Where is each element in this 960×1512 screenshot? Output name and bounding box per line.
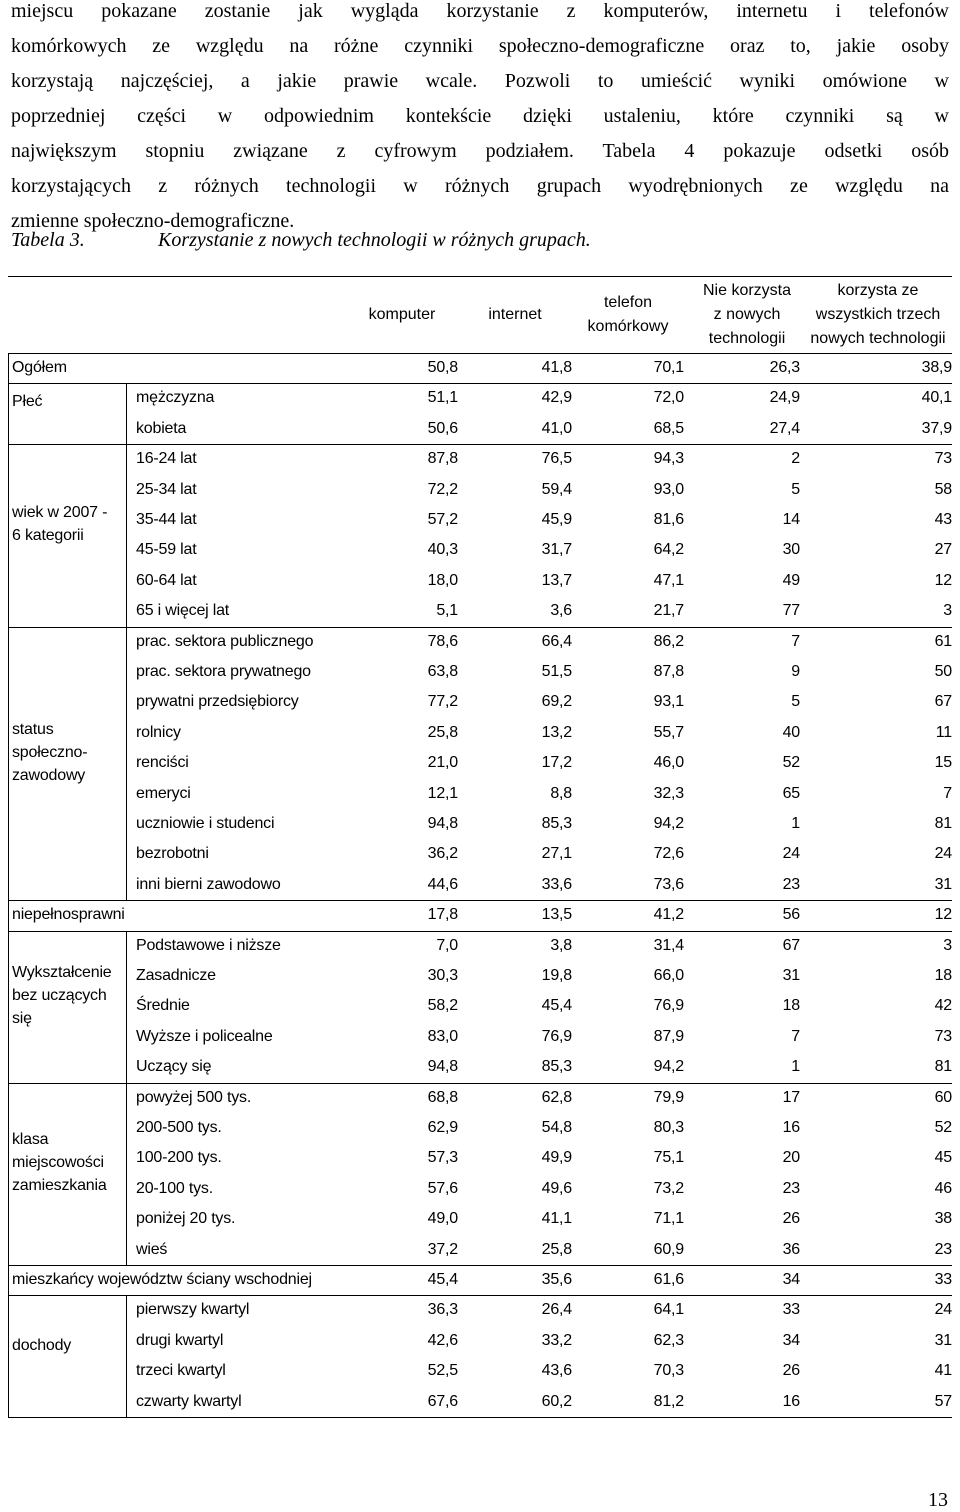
table-cell-value: 23 bbox=[782, 1179, 800, 1197]
table-rule bbox=[8, 931, 952, 932]
table-cell-value: 20 bbox=[782, 1149, 800, 1167]
table-cell-value: 24,9 bbox=[769, 389, 800, 407]
table-cell-value: 9 bbox=[791, 663, 800, 680]
table-cell-value: 3 bbox=[943, 602, 952, 620]
table-cell-value: 87,9 bbox=[653, 1027, 684, 1045]
row-label: bezrobotni bbox=[136, 845, 209, 863]
table-cell-value: 30 bbox=[782, 541, 800, 559]
table-cell-value: 94,8 bbox=[427, 1058, 458, 1076]
table-cell-value: 87,8 bbox=[653, 663, 684, 680]
group-divider-vertical bbox=[126, 627, 127, 901]
paragraph-line: korzystających z różnych technologii w różnych grupach wyodrębnionych ze względu na bbox=[11, 175, 949, 197]
table-cell-value: 66,0 bbox=[653, 967, 684, 984]
table-cell-value: 50,8 bbox=[427, 359, 458, 376]
table-cell-value: 72,2 bbox=[427, 480, 458, 498]
table-cell-value: 65 bbox=[782, 784, 800, 802]
row-label: poniżej 20 tys. bbox=[136, 1210, 236, 1228]
paragraph-line: komórkowych ze względu na różne czynniki społeczno-demograficzne oraz to, jakie osoby bbox=[11, 35, 949, 57]
table-cell-value: 13,2 bbox=[541, 723, 572, 741]
table-cell-value: 40,3 bbox=[427, 541, 458, 559]
group-label: się bbox=[12, 1010, 32, 1028]
table-cell-value: 40 bbox=[782, 723, 800, 741]
table-cell-value: 70,3 bbox=[653, 1362, 684, 1380]
group-divider-vertical bbox=[126, 383, 127, 444]
table-cell-value: 42,6 bbox=[427, 1331, 458, 1349]
table-cell-value: 23 bbox=[934, 1240, 952, 1258]
table-cell-value: 54,8 bbox=[541, 1119, 572, 1136]
table-cell-value: 64,2 bbox=[653, 541, 684, 559]
row-group-label: mieszkańcy województw ściany wschodniej bbox=[12, 1271, 312, 1288]
table-cell-value: 69,2 bbox=[541, 693, 572, 711]
table-cell-value: 63,8 bbox=[427, 663, 458, 680]
table-cell-value: 2 bbox=[791, 450, 800, 468]
table-cell-value: 78,6 bbox=[427, 632, 458, 650]
row-label: drugi kwartyl bbox=[136, 1331, 224, 1349]
group-label: dochody bbox=[12, 1336, 72, 1354]
table-cell-value: 73 bbox=[934, 1027, 952, 1045]
table-cell-value: 1 bbox=[791, 815, 800, 832]
table-cell-value: 41,2 bbox=[653, 906, 684, 924]
group-label: wiek w 2007 - bbox=[12, 504, 108, 522]
row-label: prac. sektora prywatnego bbox=[136, 663, 311, 680]
group-label: społeczno- bbox=[12, 743, 88, 761]
table-cell-value: 40,1 bbox=[921, 389, 952, 407]
table-cell-value: 16 bbox=[782, 1119, 800, 1136]
table-cell-value: 34 bbox=[782, 1331, 800, 1349]
group-divider-vertical bbox=[126, 1295, 127, 1417]
row-label: uczniowie i studenci bbox=[136, 815, 275, 832]
table-cell-value: 57,6 bbox=[427, 1179, 458, 1197]
table-cell-value: 5,1 bbox=[436, 602, 458, 620]
table-cell-value: 81 bbox=[934, 1058, 952, 1076]
table-cell-value: 50,6 bbox=[427, 419, 458, 437]
table-cell-value: 80,3 bbox=[653, 1119, 684, 1136]
intro-paragraph bbox=[11, 0, 949, 239]
table-cell-value: 3,8 bbox=[550, 936, 572, 954]
table-cell-value: 34 bbox=[782, 1271, 800, 1288]
table-cell-value: 51,5 bbox=[541, 663, 572, 680]
table-cell-value: 87,8 bbox=[427, 450, 458, 468]
table-cell-value: 79,9 bbox=[653, 1088, 684, 1106]
table-cell-value: 62,8 bbox=[541, 1088, 572, 1106]
table-rule bbox=[8, 353, 952, 354]
table-cell-value: 81,6 bbox=[653, 511, 684, 528]
table-cell-value: 5 bbox=[791, 693, 800, 711]
table-cell-value: 58 bbox=[934, 480, 952, 498]
row-label: Wyższe i policealne bbox=[136, 1027, 273, 1045]
table-cell-value: 57 bbox=[934, 1392, 952, 1410]
table-cell-value: 58,2 bbox=[427, 997, 458, 1015]
table-cell-value: 18,0 bbox=[427, 571, 458, 589]
row-label: pierwszy kwartyl bbox=[136, 1301, 250, 1319]
table-rule bbox=[8, 1417, 952, 1418]
table-cell-value: 18 bbox=[934, 967, 952, 984]
row-group-label: niepełnosprawni bbox=[12, 906, 125, 924]
table-cell-value: 83,0 bbox=[427, 1027, 458, 1045]
table-cell-value: 31,4 bbox=[653, 936, 684, 954]
row-label: czwarty kwartyl bbox=[136, 1392, 242, 1410]
group-divider-vertical bbox=[126, 444, 127, 626]
table-cell-value: 62,3 bbox=[653, 1331, 684, 1349]
table-cell-value: 42,9 bbox=[541, 389, 572, 407]
table-cell-value: 86,2 bbox=[653, 632, 684, 650]
table-cell-value: 27 bbox=[934, 541, 952, 559]
table-cell-value: 32,3 bbox=[653, 784, 684, 802]
table-cell-value: 24 bbox=[934, 1301, 952, 1319]
table-cell-value: 49 bbox=[782, 571, 800, 589]
column-header: korzysta ze bbox=[837, 281, 919, 299]
table-rule bbox=[8, 1265, 952, 1266]
table-cell-value: 52,5 bbox=[427, 1362, 458, 1380]
row-label: Uczący się bbox=[136, 1058, 212, 1076]
group-divider-vertical bbox=[126, 1083, 127, 1265]
table-cell-value: 60,9 bbox=[653, 1240, 684, 1258]
table-cell-value: 19,8 bbox=[541, 967, 572, 984]
table-cell-value: 17,2 bbox=[541, 754, 572, 772]
group-label: Wykształcenie bbox=[12, 964, 112, 982]
row-label: Podstawowe i niższe bbox=[136, 936, 281, 954]
table-cell-value: 61 bbox=[934, 632, 952, 650]
table-cell-value: 77 bbox=[782, 602, 800, 620]
table-cell-value: 52 bbox=[934, 1119, 952, 1136]
table-cell-value: 93,1 bbox=[653, 693, 684, 711]
table-cell-value: 70,1 bbox=[653, 359, 684, 376]
table-cell-value: 49,9 bbox=[541, 1149, 572, 1167]
column-header: wszystkich trzech bbox=[815, 305, 941, 323]
table-cell-value: 16 bbox=[782, 1392, 800, 1410]
group-label: zawodowy bbox=[12, 766, 86, 784]
table-rule bbox=[8, 1295, 952, 1296]
table-cell-value: 7,0 bbox=[436, 936, 458, 954]
table-cell-value: 71,1 bbox=[653, 1210, 684, 1228]
table-cell-value: 47,1 bbox=[653, 571, 684, 589]
table-cell-value: 64,1 bbox=[653, 1301, 684, 1319]
table-cell-value: 1 bbox=[791, 1058, 800, 1076]
table-cell-value: 37,2 bbox=[427, 1240, 458, 1258]
table-cell-value: 49,6 bbox=[541, 1179, 572, 1197]
table-cell-value: 73,2 bbox=[653, 1179, 684, 1197]
table-cell-value: 46,0 bbox=[653, 754, 684, 772]
table-rule bbox=[8, 383, 952, 384]
table-cell-value: 85,3 bbox=[541, 815, 572, 832]
table-rule bbox=[8, 900, 952, 901]
table-cell-value: 38,9 bbox=[921, 359, 952, 376]
table-cell-value: 81 bbox=[934, 815, 952, 832]
table-cell-value: 76,9 bbox=[653, 997, 684, 1015]
table-cell-value: 45,9 bbox=[541, 511, 572, 528]
row-label: prywatni przedsiębiorcy bbox=[136, 693, 299, 711]
row-label: kobieta bbox=[136, 419, 187, 437]
table-cell-value: 45 bbox=[934, 1149, 952, 1167]
group-label: miejscowości bbox=[12, 1154, 104, 1172]
table-cell-value: 26 bbox=[782, 1362, 800, 1380]
table-cell-value: 24 bbox=[934, 845, 952, 863]
table-cell-value: 41,8 bbox=[541, 359, 572, 376]
column-header: komórkowy bbox=[587, 317, 669, 335]
table-cell-value: 7 bbox=[791, 632, 800, 650]
table-cell-value: 73,6 bbox=[653, 875, 684, 893]
table-cell-value: 51,1 bbox=[427, 389, 458, 407]
paragraph-line: poprzedniej części w odpowiednim kontekście dzięki ustaleniu, które czynniki są w bbox=[11, 105, 949, 127]
table-cell-value: 17,8 bbox=[427, 906, 458, 924]
paragraph-line: największym stopniu związane z cyfrowym podziałem. Tabela 4 pokazuje odsetki osób bbox=[11, 140, 949, 162]
table-cell-value: 41,1 bbox=[541, 1210, 572, 1228]
table-cell-value: 42 bbox=[934, 997, 952, 1015]
table-cell-value: 73 bbox=[934, 450, 952, 468]
page-number: 13 bbox=[928, 1489, 948, 1511]
row-label: prac. sektora publicznego bbox=[136, 632, 314, 650]
table-cell-value: 37,9 bbox=[921, 419, 952, 437]
column-header: z nowych bbox=[713, 305, 781, 323]
row-label: renciści bbox=[136, 754, 189, 772]
data-table bbox=[8, 276, 952, 1429]
table-cell-value: 49,0 bbox=[427, 1210, 458, 1228]
table-cell-value: 17 bbox=[782, 1088, 800, 1106]
table-cell-value: 56 bbox=[782, 906, 800, 924]
table-cell-value: 43 bbox=[934, 511, 952, 528]
table-cell-value: 33 bbox=[782, 1301, 800, 1319]
table-cell-value: 94,2 bbox=[653, 1058, 684, 1076]
table-cell-value: 60 bbox=[934, 1088, 952, 1106]
table-cell-value: 7 bbox=[943, 784, 952, 802]
row-label: 16-24 lat bbox=[136, 450, 197, 468]
table-cell-value: 68,8 bbox=[427, 1088, 458, 1106]
row-label: powyżej 500 tys. bbox=[136, 1088, 252, 1106]
table-cell-value: 25,8 bbox=[541, 1240, 572, 1258]
table-cell-value: 35,6 bbox=[541, 1271, 572, 1288]
column-header: komputer bbox=[368, 305, 436, 323]
table-cell-value: 31 bbox=[782, 967, 800, 984]
group-label: klasa bbox=[12, 1131, 49, 1149]
table-caption-number: Tabela 3. bbox=[11, 229, 85, 251]
row-label: 35-44 lat bbox=[136, 511, 197, 528]
paragraph-line: zmienne społeczno-demograficzne. bbox=[11, 210, 295, 232]
table-cell-value: 30,3 bbox=[427, 967, 458, 984]
table-cell-value: 72,6 bbox=[653, 845, 684, 863]
table-cell-value: 76,9 bbox=[541, 1027, 572, 1045]
table-cell-value: 38 bbox=[934, 1210, 952, 1228]
table-cell-value: 41 bbox=[934, 1362, 952, 1380]
table-cell-value: 3,6 bbox=[550, 602, 572, 620]
table-cell-value: 31 bbox=[934, 1331, 952, 1349]
row-label: 200-500 tys. bbox=[136, 1119, 222, 1136]
table-cell-value: 68,5 bbox=[653, 419, 684, 437]
table-cell-value: 31 bbox=[934, 875, 952, 893]
table-cell-value: 7 bbox=[791, 1027, 800, 1045]
table-cell-value: 55,7 bbox=[653, 723, 684, 741]
table-cell-value: 33,2 bbox=[541, 1331, 572, 1349]
table-cell-value: 12 bbox=[934, 571, 952, 589]
table-cell-value: 46 bbox=[934, 1179, 952, 1197]
row-label: 25-34 lat bbox=[136, 480, 197, 498]
row-label: 45-59 lat bbox=[136, 541, 197, 559]
table-cell-value: 43,6 bbox=[541, 1362, 572, 1380]
table-cell-value: 61,6 bbox=[653, 1271, 684, 1288]
paragraph-line: miejscu pokazane zostanie jak wygląda korzystanie z komputerów, internetu i telefonów bbox=[11, 0, 949, 22]
column-header: internet bbox=[488, 305, 542, 323]
row-label: rolnicy bbox=[136, 723, 181, 741]
table-cell-value: 57,3 bbox=[427, 1149, 458, 1167]
paragraph-line: korzystają najczęściej, a jakie prawie wcale. Pozwoli to umieścić wyniki omówione w bbox=[11, 70, 949, 92]
table-cell-value: 15 bbox=[934, 754, 952, 772]
table-rule bbox=[8, 627, 952, 628]
row-label: emeryci bbox=[136, 784, 191, 802]
row-label: Średnie bbox=[136, 997, 190, 1015]
table-cell-value: 67 bbox=[782, 936, 800, 954]
table-cell-value: 26 bbox=[782, 1210, 800, 1228]
group-label: status bbox=[12, 720, 54, 738]
table-cell-value: 36,2 bbox=[427, 845, 458, 863]
table-cell-value: 23 bbox=[782, 875, 800, 893]
table-cell-value: 57,2 bbox=[427, 511, 458, 528]
table-cell-value: 67,6 bbox=[427, 1392, 458, 1410]
table-cell-value: 33 bbox=[934, 1271, 952, 1288]
table-cell-value: 67 bbox=[934, 693, 952, 711]
table-cell-value: 33,6 bbox=[541, 875, 572, 893]
table-cell-value: 75,1 bbox=[653, 1149, 684, 1167]
table-cell-value: 85,3 bbox=[541, 1058, 572, 1076]
table-cell-value: 13,5 bbox=[541, 906, 572, 924]
table-cell-value: 13,7 bbox=[541, 571, 572, 589]
group-label: bez uczących bbox=[12, 987, 107, 1005]
table-border-left bbox=[8, 353, 9, 1417]
group-label: Płeć bbox=[12, 393, 43, 411]
table-cell-value: 62,9 bbox=[427, 1119, 458, 1136]
column-header: technologii bbox=[708, 329, 786, 347]
table-cell-value: 27,1 bbox=[541, 845, 572, 863]
column-header: telefon bbox=[603, 293, 653, 311]
table-cell-value: 12 bbox=[934, 906, 952, 924]
table-cell-value: 8,8 bbox=[550, 784, 572, 802]
table-cell-value: 59,4 bbox=[541, 480, 572, 498]
table-cell-value: 11 bbox=[935, 723, 952, 741]
row-label: mężczyzna bbox=[136, 389, 215, 407]
row-label: 100-200 tys. bbox=[136, 1149, 222, 1167]
table-rule bbox=[8, 444, 952, 445]
table-cell-value: 25,8 bbox=[427, 723, 458, 741]
table-cell-value: 52 bbox=[782, 754, 800, 772]
row-label: Zasadnicze bbox=[136, 967, 216, 984]
row-label: wieś bbox=[136, 1240, 168, 1258]
table-cell-value: 41,0 bbox=[541, 419, 572, 437]
table-cell-value: 26,3 bbox=[769, 359, 800, 376]
table-cell-value: 3 bbox=[943, 936, 952, 954]
table-cell-value: 26,4 bbox=[541, 1301, 572, 1319]
group-label: 6 kategorii bbox=[12, 527, 84, 545]
table-cell-value: 36,3 bbox=[427, 1301, 458, 1319]
table-cell-value: 45,4 bbox=[541, 997, 572, 1015]
table-cell-value: 50 bbox=[934, 663, 952, 680]
table-cell-value: 27,4 bbox=[769, 419, 800, 437]
table-cell-value: 94,3 bbox=[653, 450, 684, 468]
group-label: zamieszkania bbox=[12, 1177, 107, 1195]
table-cell-value: 93,0 bbox=[653, 480, 684, 498]
table-cell-value: 21,7 bbox=[653, 602, 684, 620]
table-cell-value: 18 bbox=[782, 997, 800, 1015]
table-rule bbox=[8, 1083, 952, 1084]
column-header: Nie korzysta bbox=[702, 281, 792, 299]
row-label: 20-100 tys. bbox=[136, 1179, 213, 1197]
row-label: inni bierni zawodowo bbox=[136, 875, 281, 893]
row-label: trzeci kwartyl bbox=[136, 1362, 226, 1380]
table-caption-title: Korzystanie z nowych technologii w różnych grupach. bbox=[158, 229, 591, 251]
table-cell-value: 12,1 bbox=[427, 784, 458, 802]
table-cell-value: 31,7 bbox=[541, 541, 572, 559]
table-cell-value: 60,2 bbox=[541, 1392, 572, 1410]
table-cell-value: 24 bbox=[782, 845, 800, 863]
table-cell-value: 66,4 bbox=[541, 632, 572, 650]
table-cell-value: 72,0 bbox=[653, 389, 684, 407]
table-cell-value: 94,2 bbox=[653, 815, 684, 832]
table-cell-value: 44,6 bbox=[427, 875, 458, 893]
table-cell-value: 81,2 bbox=[653, 1392, 684, 1410]
table-cell-value: 94,8 bbox=[427, 815, 458, 832]
table-cell-value: 36 bbox=[782, 1240, 800, 1258]
row-group-label: Ogółem bbox=[12, 359, 67, 376]
row-label: 65 i więcej lat bbox=[136, 602, 230, 620]
table-cell-value: 21,0 bbox=[427, 754, 458, 772]
table-rule bbox=[8, 276, 952, 277]
group-divider-vertical bbox=[126, 931, 127, 1083]
table-cell-value: 76,5 bbox=[541, 450, 572, 468]
row-label: 60-64 lat bbox=[136, 571, 197, 589]
column-header: nowych technologii bbox=[810, 329, 946, 347]
table-cell-value: 5 bbox=[791, 480, 800, 498]
table-cell-value: 77,2 bbox=[427, 693, 458, 711]
table-cell-value: 14 bbox=[782, 511, 800, 528]
table-cell-value: 45,4 bbox=[427, 1271, 458, 1288]
